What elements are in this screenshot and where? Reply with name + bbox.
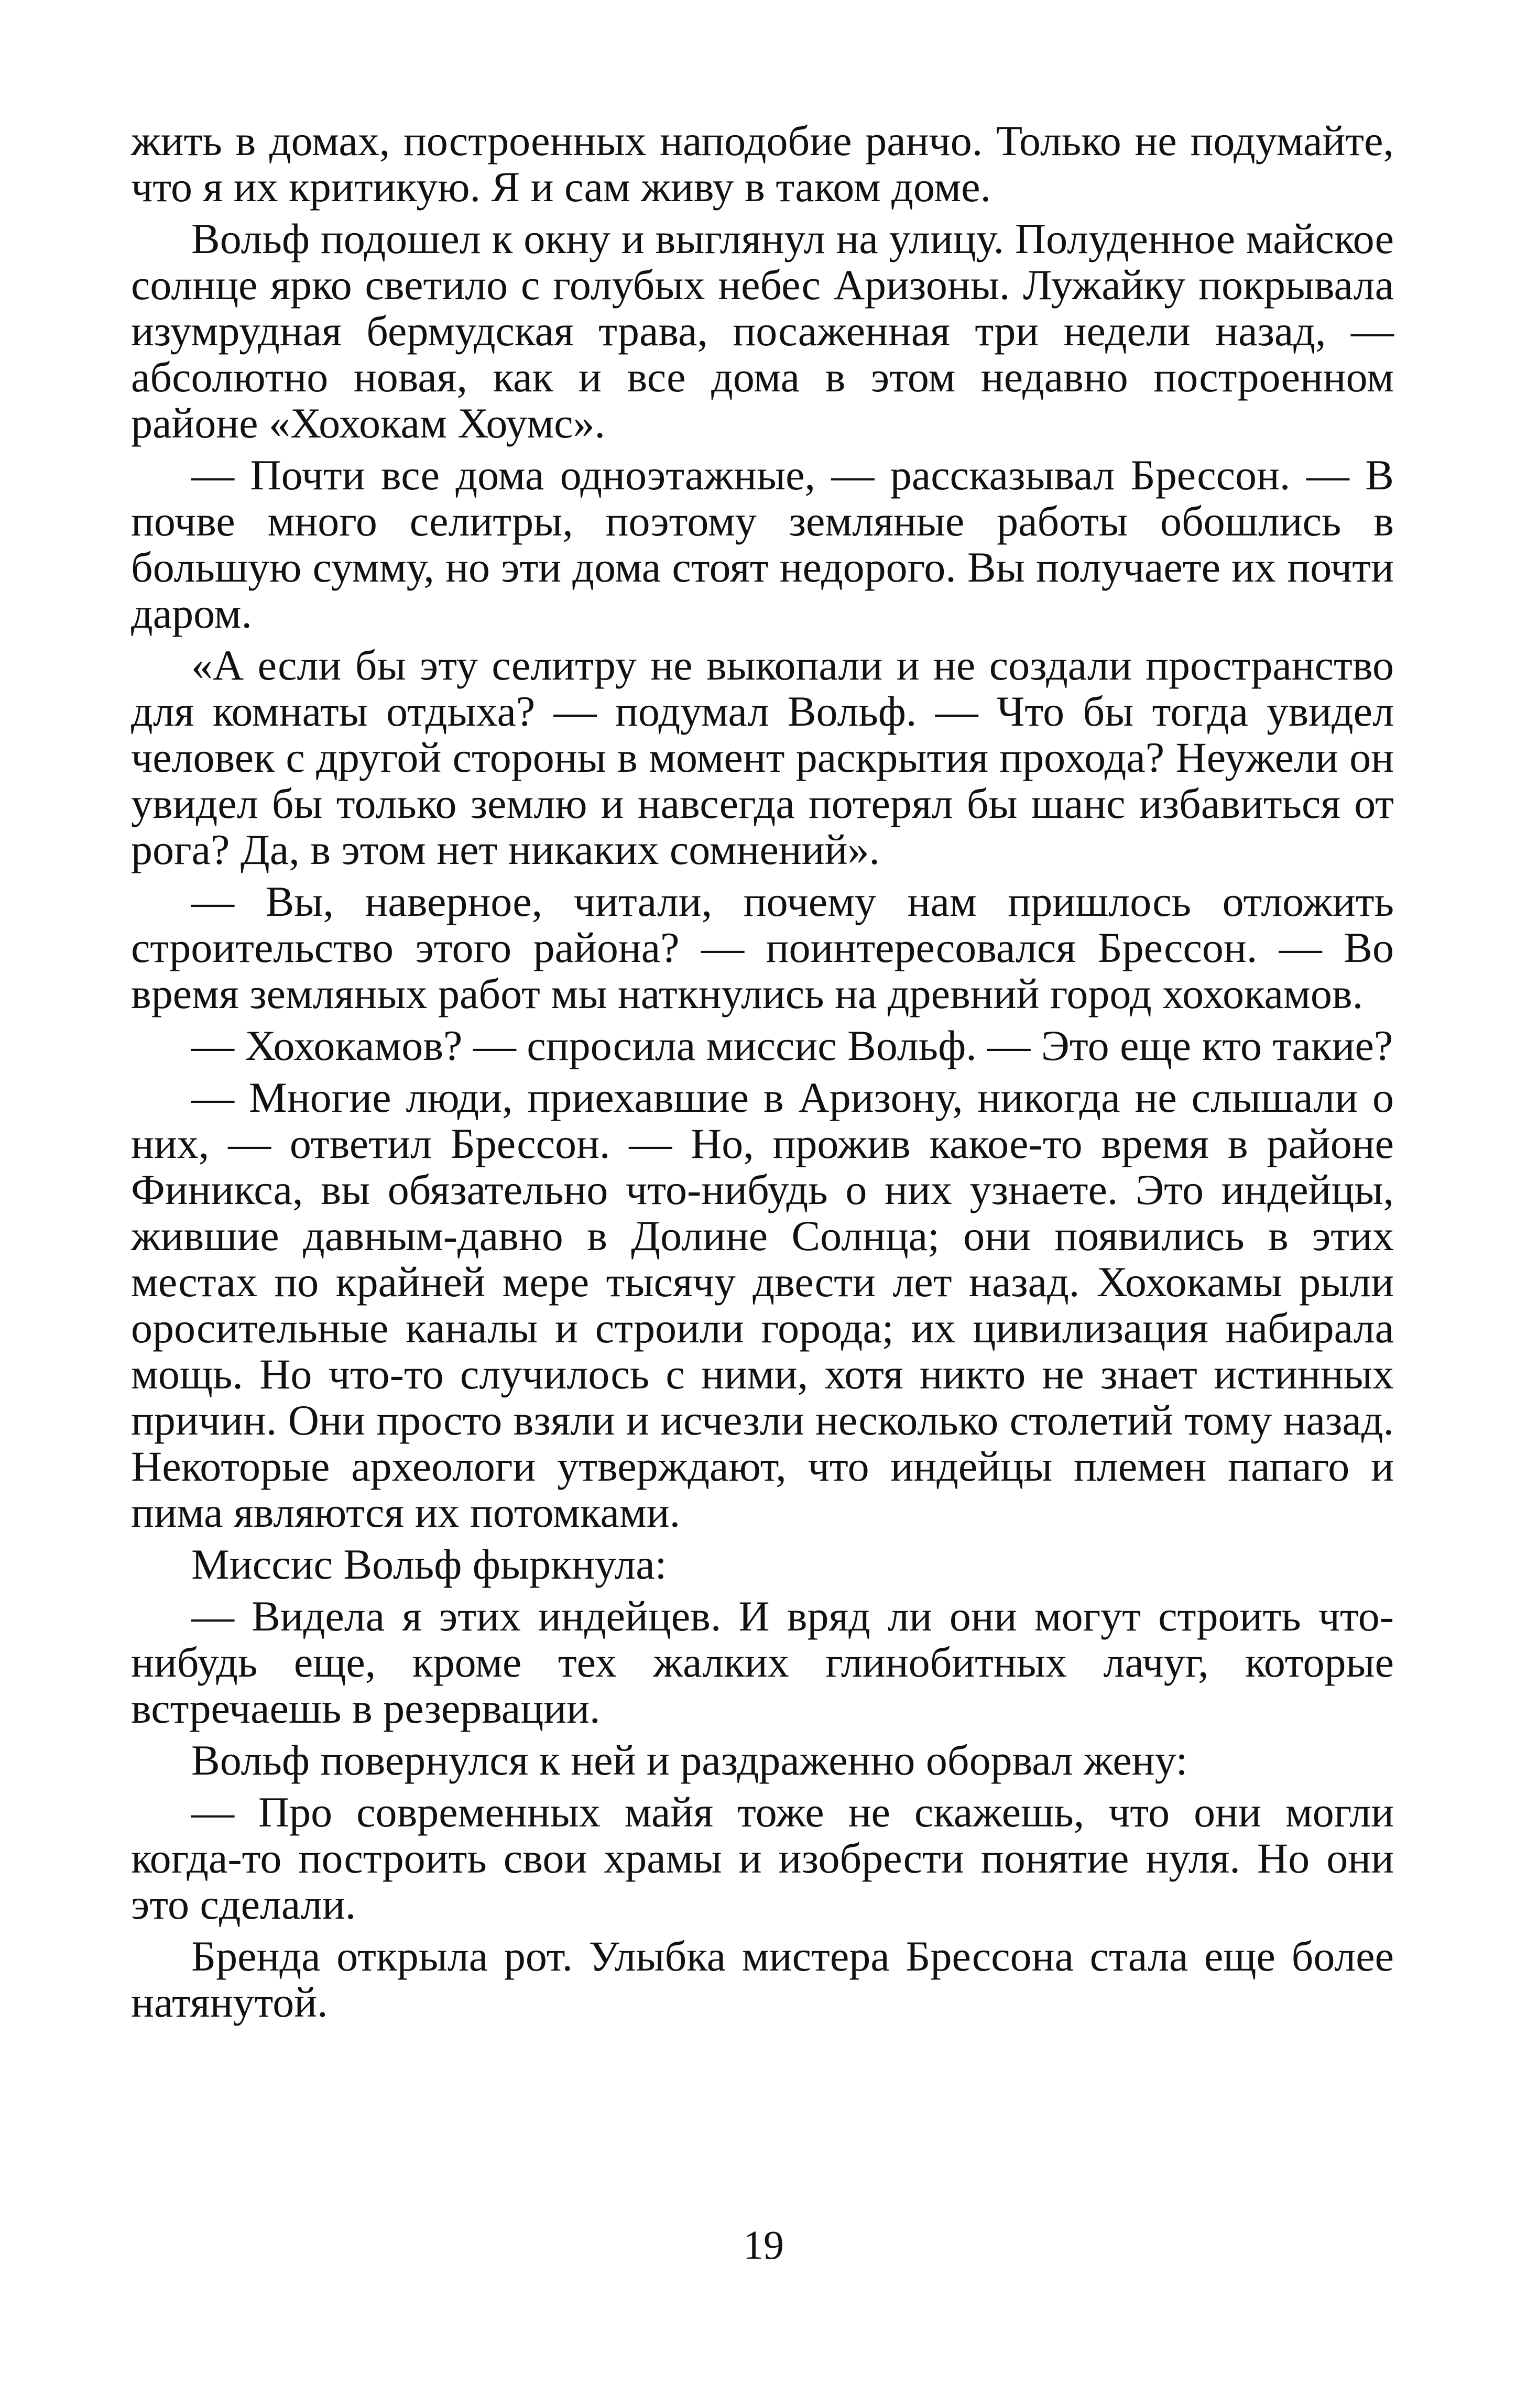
paragraph: — Вы, наверное, читали, почему нам пришлось отложить строительство этого района? — поинтересовался Брессон. — Во время земляных работ мы наткнулись на древний город хохокамов.: [131, 878, 1394, 1017]
page-number: 19: [743, 2222, 784, 2268]
paragraph: «А если бы эту селитру не выкопали и не создали пространство для комнаты отдыха? — подумал Вольф. — Что бы тогда увидел человек с другой стороны в момент раскрытия прохода? Неужели он увидел бы только землю и навсегда потерял бы шанс избавиться от рога? Да, в этом нет никаких сомнений».: [131, 641, 1394, 873]
paragraph: Бренда открыла рот. Улыбка мистера Брессона стала еще более натянутой.: [131, 1932, 1394, 2026]
paragraph: — Почти все дома одноэтажные, — рассказывал Брессон. — В почве много селитры, поэтому земляные работы обошлись в большую сумму, но эти дома стоят недорого. Вы получаете их почти даром.: [131, 451, 1394, 637]
paragraph: Миссис Вольф фыркнула:: [191, 1540, 667, 1588]
paragraph: — Многие люди, приехавшие в Аризону, никогда не слышали о них, — ответил Брессон. — Но, прожив какое-то время в районе Финикса, вы обязательно что-нибудь о них узнаете. Это индейцы, жившие давным-давно в Долине Солнца; они появились в этих местах по крайней мере тысячу двести лет назад. Хохокамы рыли оросительные каналы и строили города; их цивилизация набирала мощь. Но что-то случилось с ними, хотя никто не знает истинных причин. Они просто взяли и исчезли несколько столетий тому назад. Некоторые археологи утверждают, что индейцы племен папаго и пима являются их потомками.: [131, 1074, 1394, 1536]
text-column: [131, 118, 1394, 2031]
paragraph-continuation: жить в домах, построенных наподобие ранчо. Только не подумайте, что я их критикую. Я и сам живу в таком доме.: [131, 117, 1394, 211]
paragraph: Вольф повернулся к ней и раздраженно оборвал жену:: [191, 1736, 1188, 1784]
paragraph: — Хохокамов? — спросила миссис Вольф. — Это еще кто такие?: [191, 1022, 1393, 1069]
paragraph: Вольф подошел к окну и выглянул на улицу. Полуденное майское солнце ярко светило с голубых небес Аризоны. Лужайку покрывала изумрудная бермудская трава, посаженная три недели назад, — абсолютно новая, как и все дома в этом недавно построенном районе «Хохокам Хоумс».: [131, 215, 1394, 447]
paragraph: — Видела я этих индейцев. И вряд ли они могут строить что-нибудь еще, кроме тех жалких глинобитных лачуг, которые встречаешь в резервации.: [131, 1592, 1394, 1732]
paragraph: — Про современных майя тоже не скажешь, что они могли когда-то построить свои храмы и изобрести понятие нуля. Но они это сделали.: [131, 1788, 1394, 1928]
